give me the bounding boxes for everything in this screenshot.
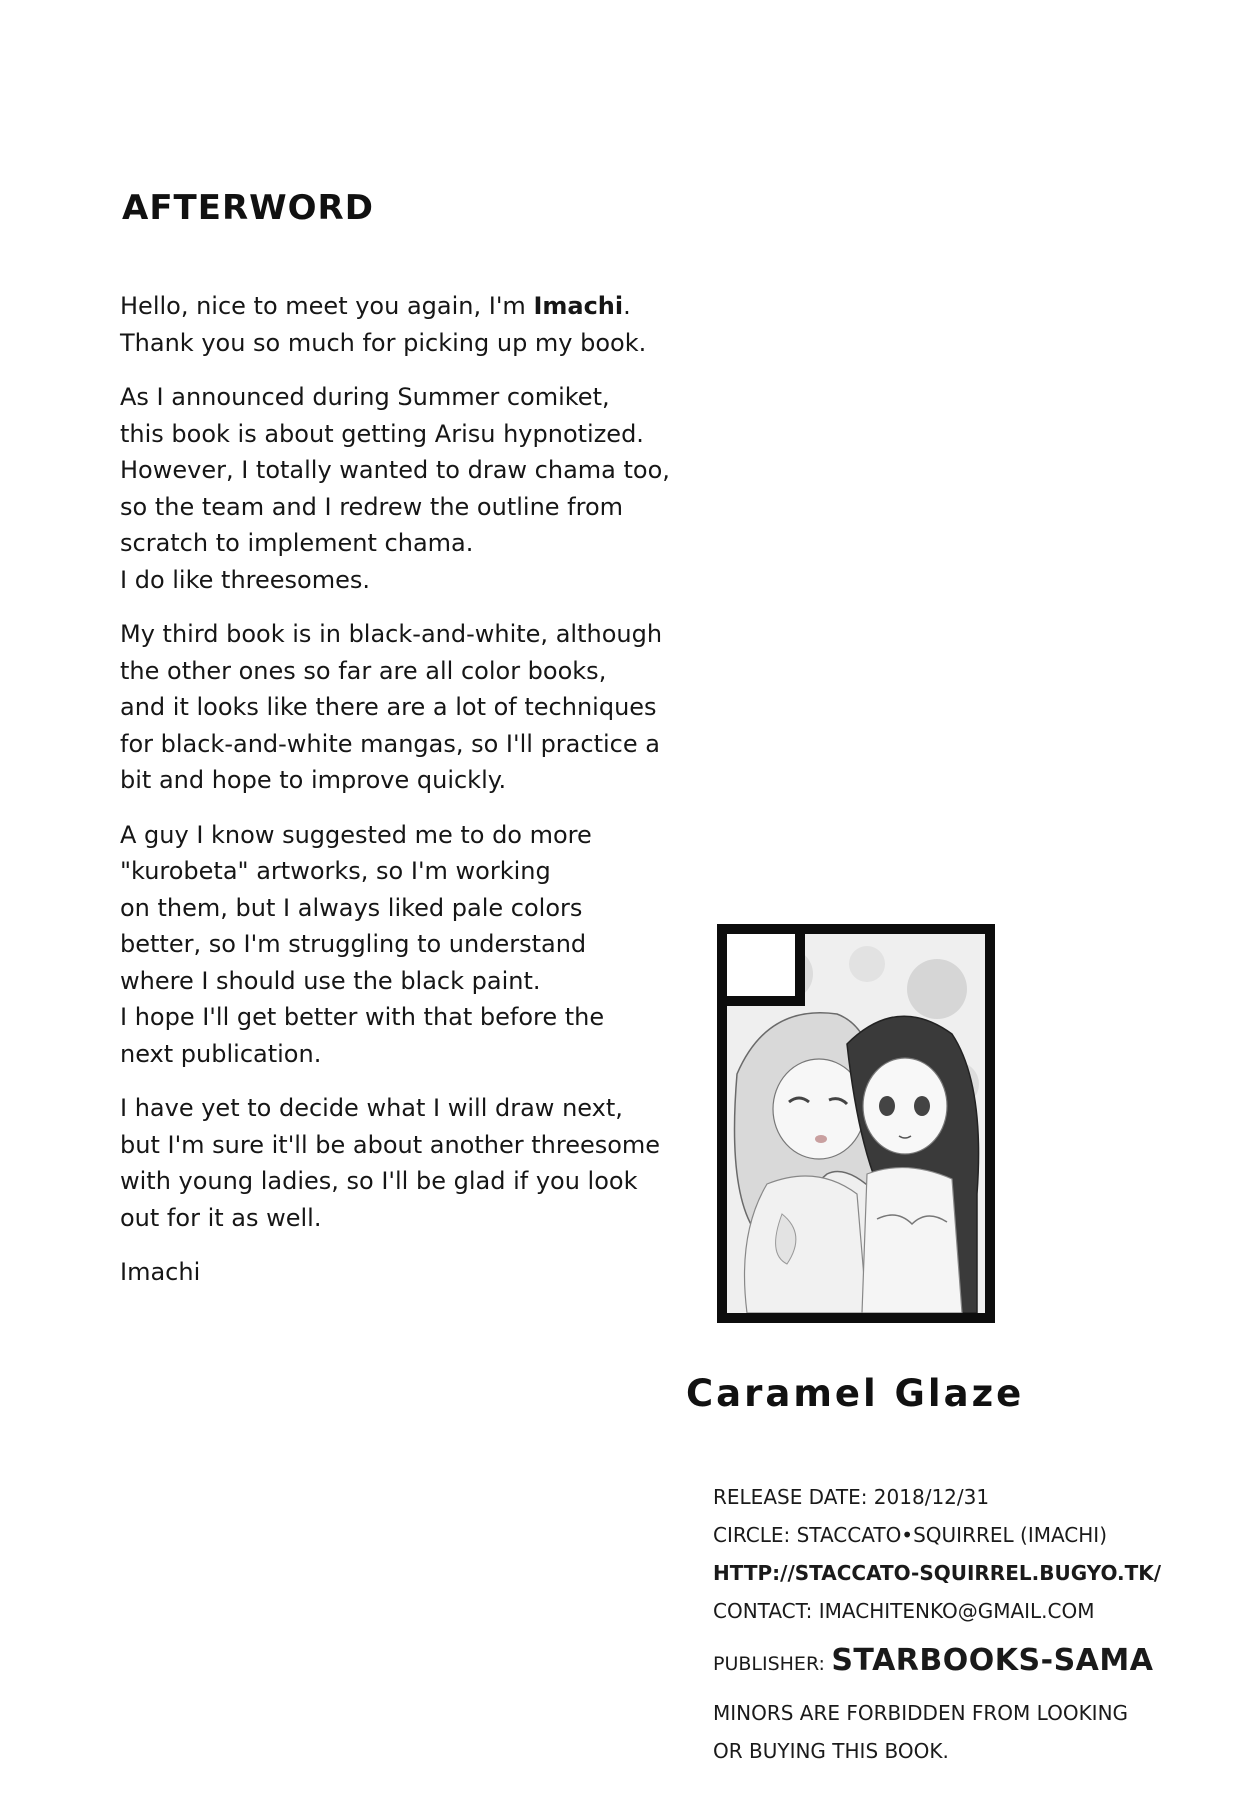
afterword-line-text: out for it as well. [120,1203,322,1232]
afterword-line-text: this book is about getting Arisu hypnotized. [120,419,644,448]
afterword-line-text: next publication. [120,1039,322,1068]
release-date: RELEASE DATE: 2018/12/31 [713,1485,990,1509]
afterword-line [120,525,750,562]
afterword-paragraph [120,288,750,361]
author-name: Imachi [533,292,624,320]
afterword-line [120,853,750,890]
afterword-line [120,653,750,690]
afterword-line-text: where I should use the black paint. [120,966,541,995]
afterword-line-text: Imachi [120,1258,201,1286]
afterword-line-text: for black-and-white mangas, so I'll practice a [120,729,660,758]
afterword-line [120,616,750,653]
afterword-line [120,1200,750,1237]
afterword-line [120,1090,750,1127]
contact-email[interactable]: CONTACT: IMACHITENKO@GMAIL.COM [713,1599,1095,1623]
afterword-line [120,1127,750,1164]
cover-illustration [717,924,995,1323]
afterword-line [120,926,750,963]
afterword-line-text: the other ones so far are all color books, [120,656,607,685]
afterword-paragraph [120,616,750,799]
afterword-line [120,762,750,799]
circle-url[interactable]: HTTP://STACCATO-SQUIRREL.BUGYO.TK/ [713,1561,1162,1585]
afterword-line-text: so the team and I redrew the outline from [120,492,624,521]
afterword-line-text: and it looks like there are a lot of techniques [120,693,657,721]
afterword-paragraph [120,1090,750,1236]
afterword-line [120,379,750,416]
afterword-line-text: I do like threesomes. [120,565,370,594]
afterword-line-text: Thank you so much for picking up my book. [120,328,647,357]
afterword-line-text: A guy I know suggested me to do more [120,820,592,849]
colophon-info [713,1478,1233,1770]
afterword-paragraph [120,379,750,598]
publisher-label: PUBLISHER: [713,1653,825,1675]
afterword-line [120,817,750,854]
afterword-line-text: "kurobeta" artworks, so I'm working [120,857,551,885]
afterword-body [120,288,750,1309]
afterword-line [120,689,750,726]
afterword-line-text: As I announced during Summer comiket, [120,383,610,411]
publisher-name: STARBOOKS-SAMA [831,1643,1154,1678]
afterword-line [120,288,750,325]
afterword-line-text: Hello, nice to meet you again, I'm [120,292,534,320]
afterword-line-text: I hope I'll get better with that before the [120,1003,605,1031]
afterword-line-text: bit and hope to improve quickly. [120,766,507,794]
afterword-line [120,726,750,763]
afterword-line [120,1254,750,1291]
circle-name: CIRCLE: STACCATO•SQUIRREL (IMACHI) [713,1523,1108,1547]
afterword-line-text: My third book is in black-and-white, although [120,620,663,648]
afterword-paragraph [120,817,750,1073]
book-title: Caramel Glaze [686,1372,1025,1415]
afterword-line [120,963,750,1000]
publisher [713,1634,1233,1688]
afterword-line [120,325,750,362]
afterword-line-text: I have yet to decide what I will draw next, [120,1094,623,1122]
afterword-line-text: However, I totally wanted to draw chama too, [120,456,670,484]
minors-notice-line-2: OR BUYING THIS BOOK. [713,1739,949,1763]
afterword-line [120,999,750,1036]
afterword-line [120,452,750,489]
afterword-line [120,890,750,927]
afterword-line [120,416,750,453]
afterword-line-text: on them, but I always liked pale colors [120,893,583,922]
afterword-line [120,562,750,599]
minors-notice-line-1: MINORS ARE FORBIDDEN FROM LOOKING [713,1701,1129,1725]
cover-corner-box [727,934,805,1006]
cover-artwork [727,934,985,1313]
afterword-title: AFTERWORD [122,188,374,228]
afterword-line-text: better, so I'm struggling to understand [120,930,587,958]
afterword-line-text: with young ladies, so I'll be glad if you look [120,1167,638,1195]
afterword-line-text: scratch to implement chama. [120,529,474,557]
afterword-paragraph [120,1254,750,1291]
afterword-line-text: . [623,292,631,320]
afterword-line [120,1036,750,1073]
afterword-line [120,1163,750,1200]
afterword-line-text: but I'm sure it'll be about another threesome [120,1130,661,1159]
afterword-line [120,489,750,526]
